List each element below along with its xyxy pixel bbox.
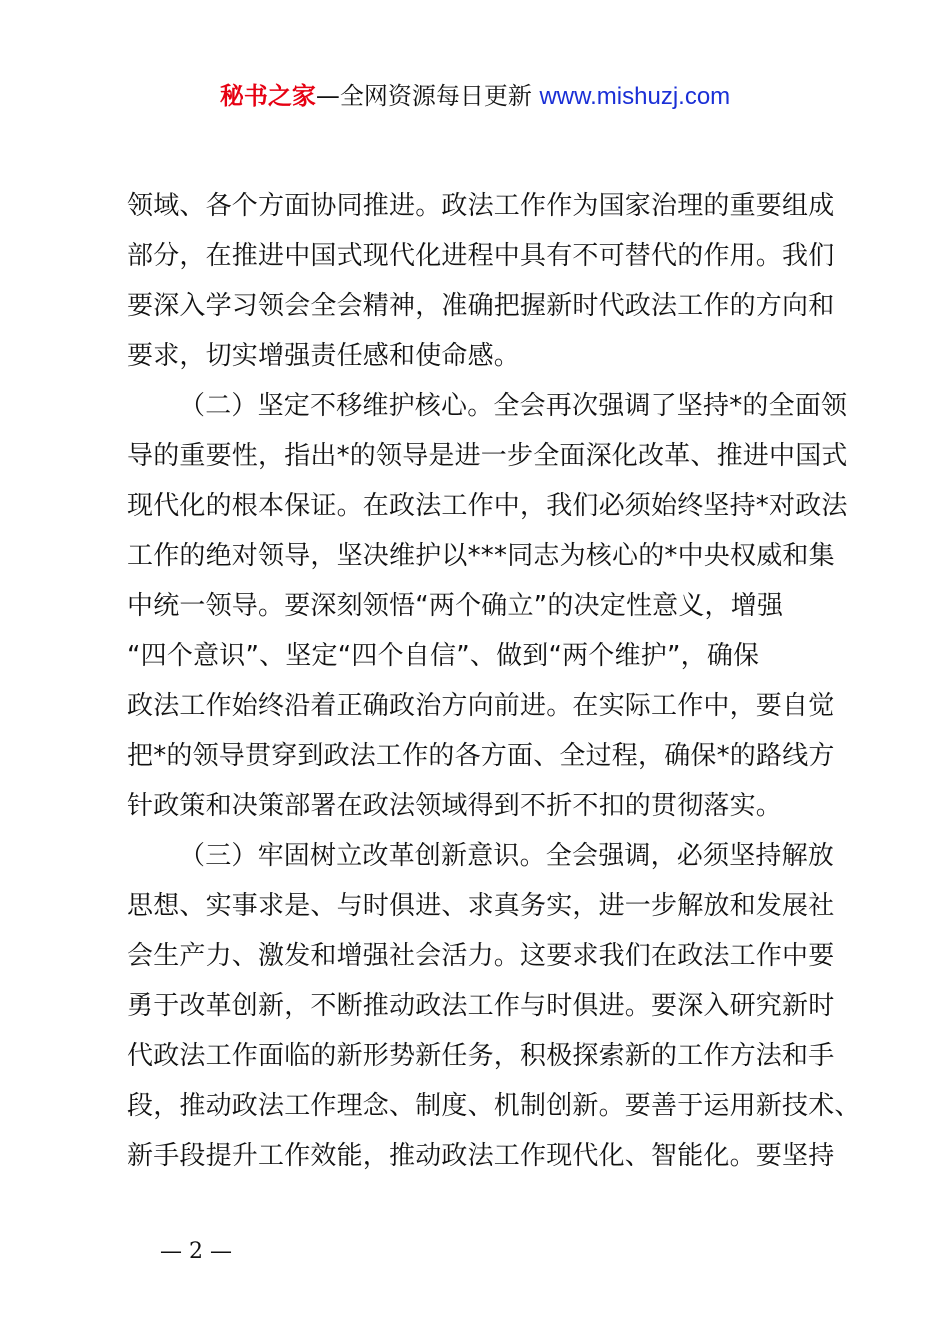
text-line: （三）牢固树立改革创新意识。全会强调，必须坚持解放 xyxy=(179,841,835,871)
text-line: 代政法工作面临的新形势新任务，积极探索新的工作方法和手 xyxy=(127,1041,835,1071)
text-line: 中统一领导。要深刻领悟“两个确立”的决定性意义，增强 xyxy=(127,591,784,621)
text-line: 现代化的根本保证。在政法工作中，我们必须始终坚持*对政法 xyxy=(127,491,848,521)
text-line: 部分，在推进中国式现代化进程中具有不可替代的作用。我们 xyxy=(127,241,835,271)
text-line: 针政策和决策部署在政法领域得到不折不扣的贯彻落实。 xyxy=(127,791,783,821)
text-line: 政法工作始终沿着正确政治方向前进。在实际工作中，要自觉 xyxy=(127,691,835,721)
text-line: （二）坚定不移维护核心。全会再次强调了坚持*的全面领 xyxy=(179,391,848,421)
text-line: 导的重要性，指出*的领导是进一步全面深化改革、推进中国式 xyxy=(127,441,848,471)
text-line: 会生产力、激发和增强社会活力。这要求我们在政法工作中要 xyxy=(127,941,835,971)
text-line: 段，推动政法工作理念、制度、机制创新。要善于运用新技术、 xyxy=(127,1091,861,1121)
text-line: 把*的领导贯穿到政法工作的各方面、全过程，确保*的路线方 xyxy=(127,741,835,771)
text-line: 思想、实事求是、与时俱进、求真务实，进一步解放和发展社 xyxy=(127,891,835,921)
paragraph-intro xyxy=(127,181,839,381)
text-line: 勇于改革创新，不断推动政法工作与时俱进。要深入研究新时 xyxy=(127,991,835,1021)
paragraph-section-three xyxy=(127,831,861,1181)
paragraph-section-two xyxy=(127,381,848,831)
site-url-link[interactable]: www.mishuzj.com xyxy=(539,83,731,110)
page-number: — 2 — xyxy=(160,1239,232,1264)
text-line: 要深入学习领会全会精神，准确把握新时代政法工作的方向和 xyxy=(127,291,835,321)
document-body xyxy=(127,181,861,1181)
text-line: 新手段提升工作效能，推动政法工作现代化、智能化。要坚持 xyxy=(127,1141,835,1171)
text-line: 要求，切实增强责任感和使命感。 xyxy=(127,341,521,371)
site-brand-name: 秘书之家 xyxy=(219,82,316,110)
text-line: “四个意识”、坚定“四个自信”、做到“两个维护”，确保 xyxy=(127,641,760,671)
site-banner xyxy=(0,80,950,113)
text-line: 领域、各个方面协同推进。政法工作作为国家治理的重要组成 xyxy=(127,191,835,221)
text-line: 工作的绝对领导，坚决维护以***同志为核心的*中央权威和集 xyxy=(127,541,835,571)
site-slogan: —全网资源每日更新 xyxy=(315,82,540,110)
